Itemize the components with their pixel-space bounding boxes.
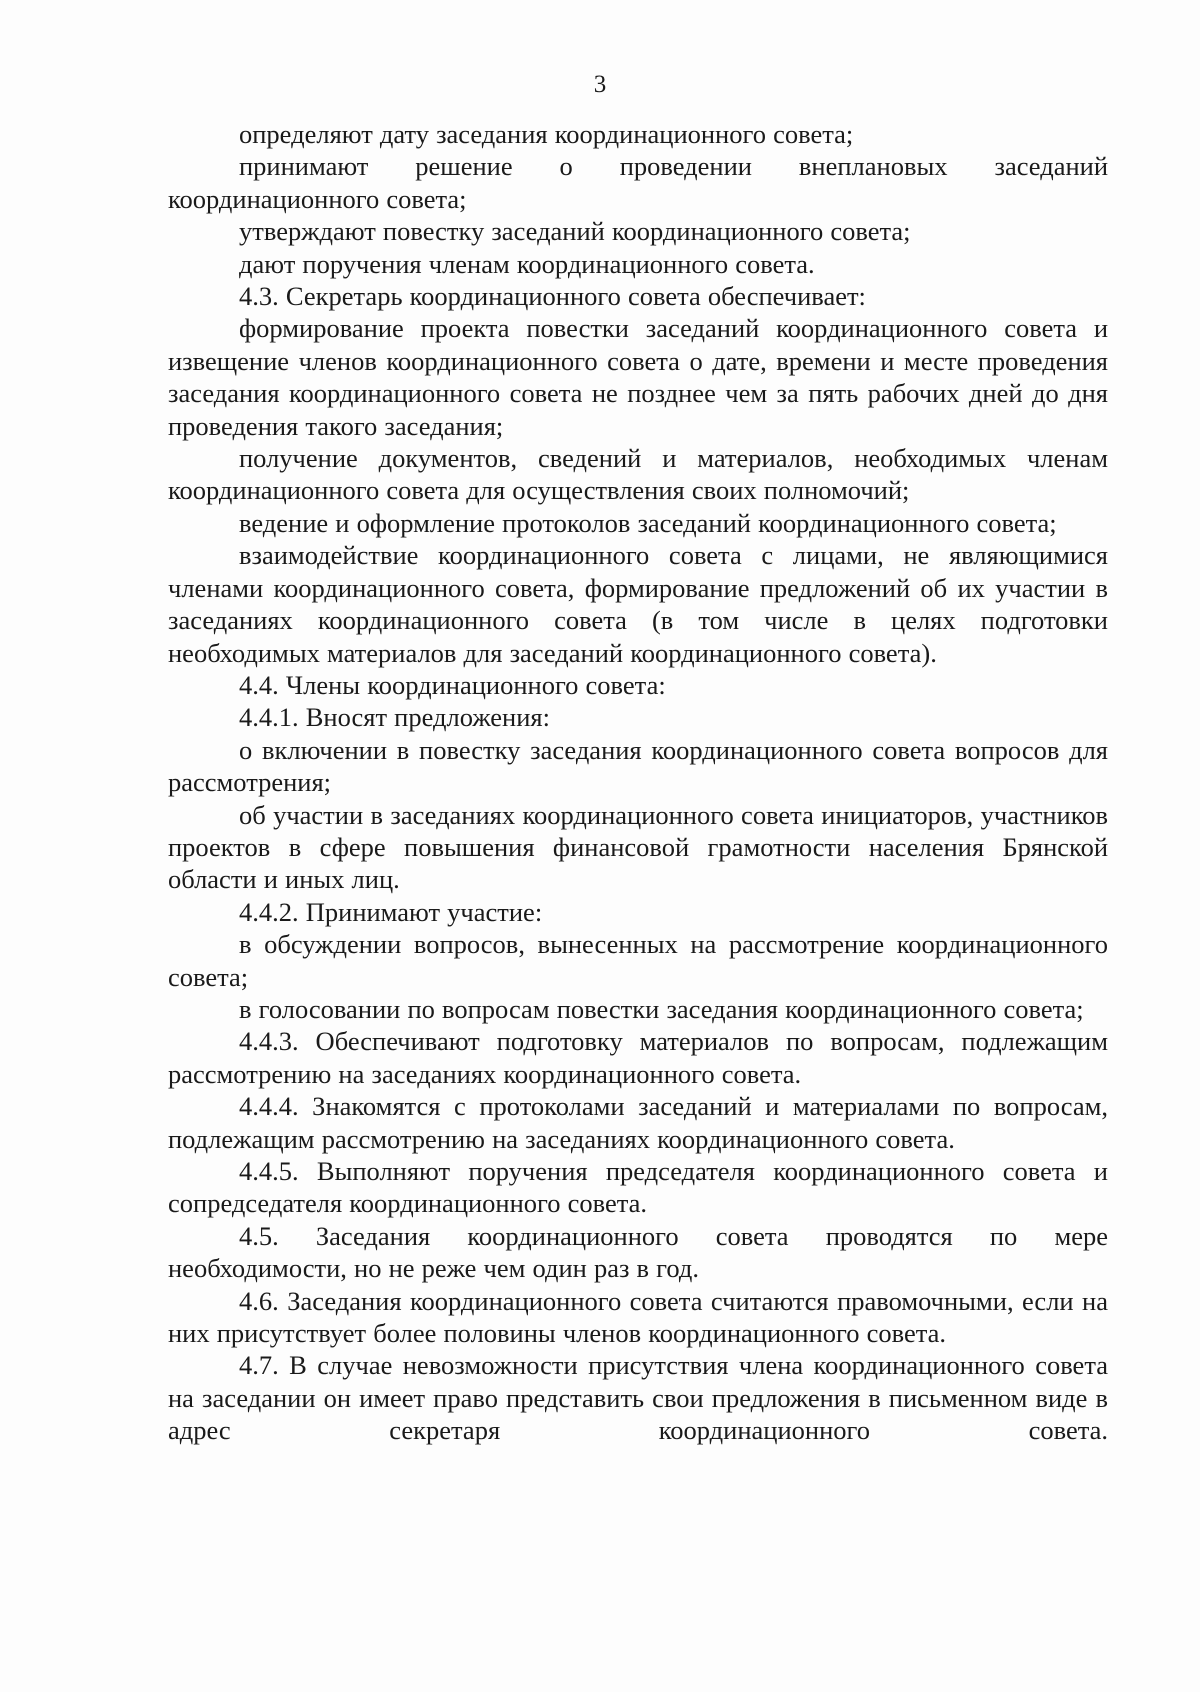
paragraph: получение документов, сведений и материалов, необходимых членам координационного совета для осуществления своих полномочий; [168,443,1108,506]
paragraph: 4.4.3. Обеспечивают подготовку материалов по вопросам, подлежащим рассмотрению на заседаниях координационного совета. [168,1026,1108,1089]
paragraph: 4.6. Заседания координационного совета считаются правомочными, если на них присутствует более половины членов координационного совета. [168,1285,1108,1349]
paragraph: определяют дату заседания координационного совета; [239,119,854,149]
paragraph: 4.7. В случае невозможности присутствия члена координационного совета на заседании он имеет право представить свои предложения в письменном виде в адрес секретаря координационного совета. [168,1350,1108,1446]
paragraph: о включении в повестку заседания координационного совета вопросов для рассмотрения; [168,734,1108,798]
paragraph: взаимодействие координационного совета с лицами, не являющимися членами координационного совета, формирование предложений об их участии в заседаниях координационного совета (в том числе в целях подготовки необходимых материалов для заседаний координационного совета). [168,540,1108,668]
paragraph: 4.5. Заседания координационного совета проводятся по мере необходимости, но не реже чем один раз в год. [168,1220,1108,1284]
paragraph: 4.4. Члены координационного совета: [239,669,666,700]
paragraph: 4.4.4. Знакомятся с протоколами заседаний и материалами по вопросам, подлежащим рассмотрению на заседаниях координационного совета. [168,1091,1108,1154]
paragraph: дают поручения членам координационного совета. [239,248,815,279]
paragraph: принимают решение о проведении внеплановых заседаний координационного совета; [168,151,1108,214]
document-body [168,118,1108,1447]
paragraph: утверждают повестку заседаний координационного совета; [239,216,911,247]
page-number: 3 [593,71,607,98]
paragraph: об участии в заседаниях координационного совета инициаторов, участников проектов в сфере повышения финансовой грамотности населения Брянской области и иных лиц. [168,799,1108,895]
paragraph: в обсуждении вопросов, вынесенных на рассмотрение координационного совета; [168,929,1108,992]
paragraph: 4.4.5. Выполняют поручения председателя координационного совета и сопредседателя координационного совета. [168,1156,1108,1219]
paragraph: ведение и оформление протоколов заседаний координационного совета; [239,507,1057,538]
paragraph: формирование проекта повестки заседаний координационного совета и извещение членов координационного совета о дате, времени и месте проведения заседания координационного совета не позднее чем за пять рабочих дней до дня проведения такого заседания; [168,313,1108,441]
paragraph: 4.3. Секретарь координационного совета обеспечивает: [239,281,866,312]
paragraph: 4.4.2. Принимают участие: [239,896,543,927]
paragraph: в голосовании по вопросам повестки заседания координационного совета; [239,993,1084,1024]
paragraph: 4.4.1. Вносят предложения: [239,702,550,733]
